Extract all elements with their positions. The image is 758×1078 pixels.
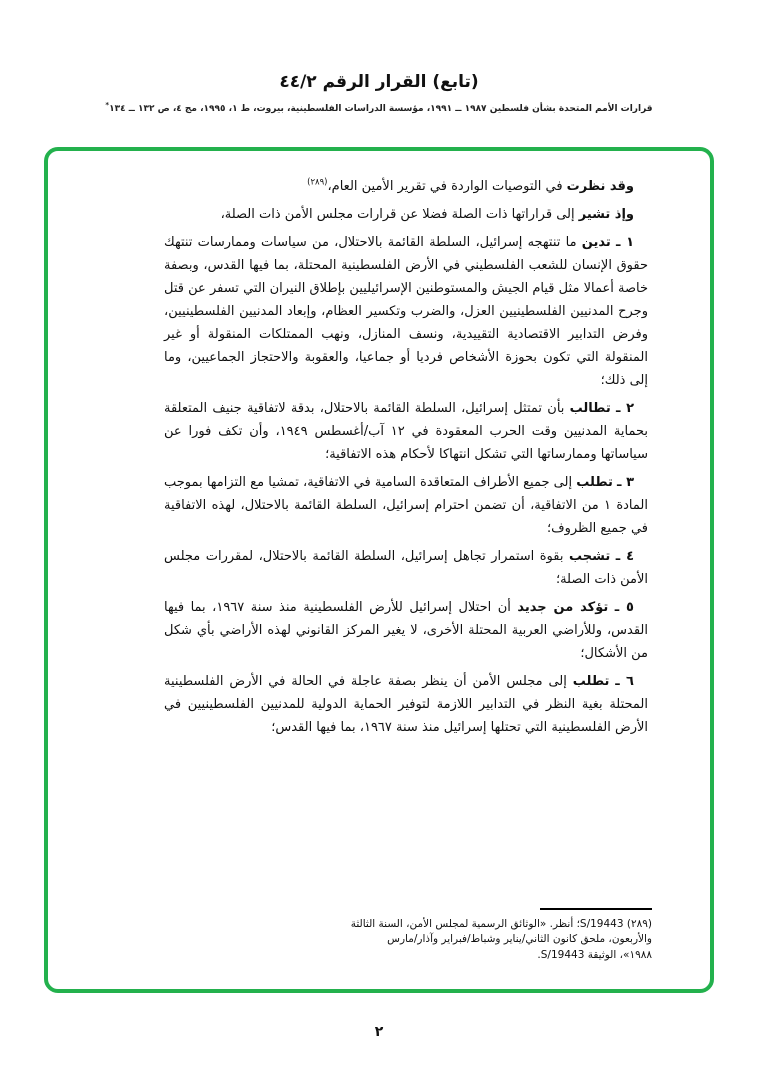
paragraph-lead: وإذ تشير (578, 207, 634, 222)
paragraph-lead: تطلب (576, 475, 613, 490)
body-paragraph (164, 596, 648, 665)
body-paragraph (164, 231, 648, 392)
footnote-ref: (٢٨٩) (307, 177, 328, 188)
paragraph-number: ٢ ـ (615, 401, 634, 416)
footnote-separator (540, 908, 652, 910)
paragraph-number: ٥ ـ (614, 600, 634, 615)
paragraph-text: إلى قراراتها ذات الصلة فضلا عن قرارات مجلس الأمن ذات الصلة، (220, 207, 575, 222)
footnote-block (300, 908, 652, 964)
paragraph-lead: تطلب (572, 674, 610, 689)
paragraph-number: ٤ ـ (615, 549, 634, 564)
resolution-title: (تابع) القرار الرقم ٤٤/٢ (279, 72, 479, 92)
paragraph-number: ١ ـ (616, 235, 634, 250)
body-paragraph (164, 471, 648, 540)
paragraph-number: ٣ ـ (617, 475, 634, 490)
paragraph-text: أن احتلال إسرائيل للأرض الفلسطينية منذ سنة ١٩٦٧، بما فيها القدس، وللأراضي العربية المحتلة الأخرى، لا يغير المركز القانوني لهذه الأراضي بأي شكل من الأشكال؛ (164, 600, 648, 661)
paragraph-lead: تطالب (569, 401, 611, 416)
paragraph-text: إلى جميع الأطراف المتعاقدة السامية في الاتفاقية، تمشيا مع التزامها بموجب المادة ١ من الاتفاقية، أن تضمن احترام إسرائيل، السلطة القائمة بالاحتلال، لهذه الاتفاقية في جميع الظروف؛ (164, 475, 648, 536)
footnote-line: (٢٨٩) S/19443؛ أنظر. «الوثائق الرسمية لمجلس الأمن، السنة الثالثة (350, 917, 652, 930)
source-citation-text: قرارات الأمم المتحدة بشأن فلسطين ١٩٨٧ ــ ١٩٩١، مؤسسة الدراسات الفلسطينية، بيروت، ط ١، ١٩٩٥، مج ٤، ص ١٣٢ ــ ١٣٤ (109, 104, 653, 114)
resolution-text-column (164, 175, 648, 744)
paragraph-number: ٦ ـ (615, 674, 634, 689)
body-paragraph (164, 545, 648, 591)
page-number: ٢ (374, 1024, 384, 1040)
page-header (0, 72, 758, 114)
paragraph-lead: تؤكد من جديد (517, 600, 609, 615)
paragraph-lead: تشجب (568, 549, 611, 564)
body-paragraph (164, 203, 648, 226)
paragraph-lead: تدين (581, 235, 611, 250)
paragraph-text: بقوة استمرار تجاهل إسرائيل، السلطة القائمة بالاحتلال، لمقررات مجلس الأمن ذات الصلة؛ (164, 549, 648, 587)
paragraph-text: بأن تمتثل إسرائيل، السلطة القائمة بالاحتلال، بدقة لاتفاقية جنيف المتعلقة بحماية المدنيين وقت الحرب المعقودة في ١٢ آب/أغسطس ١٩٤٩، وأن تكف فورا عن سياساتها وممارساتها التي تشكل انتهاكا لأحكام هذه الاتفاقية؛ (164, 401, 648, 462)
footnote-line: ١٩٨٨»، الوثيقة S/19443. (537, 948, 652, 961)
source-citation (0, 101, 758, 114)
body-paragraph (164, 175, 648, 198)
paragraph-text: في التوصيات الواردة في تقرير الأمين العام، (327, 179, 563, 194)
paragraph-text: إلى مجلس الأمن أن ينظر بصفة عاجلة في الحالة في الأرض الفلسطينية المحتلة بغية النظر في التدابير اللازمة لتوفير الحماية الدولية للمدنيين الفلسطينيين في الأرض الفلسطينية التي تحتلها إسرائيل منذ سنة ١٩٦٧، بما فيها القدس؛ (164, 674, 648, 735)
body-paragraph (164, 397, 648, 466)
source-citation-mark: * (105, 101, 110, 109)
paragraph-lead: وقد نظرت (566, 179, 634, 194)
paragraph-text: ما تنتهجه إسرائيل، السلطة القائمة بالاحتلال، من سياسات وممارسات تنتهك حقوق الإنسان للشعب الفلسطيني في الأرض الفلسطينية المحتلة، بما فيها القدس، وبصفة خاصة أعمالا مثل قيام الجيش والمستوطنين الإسرائيليين بإطلاق النيران التي تسفر عن قتل وجرح المدنيين الفلسطينيين العزل، والضرب وتكسير العظام، وإبعاد المدنيين الفلسطينيين، وفرض التدابير الاقتصادية التقييدية، ونسف المنازل، ونهب الممتلكات المنقولة أو غير المنقولة التي تكون بحوزة الأشخاص فرديا أو جماعيا، والعقوبة والاحتجاز الجماعيين، وما إلى ذلك؛ (164, 235, 648, 388)
body-paragraph (164, 670, 648, 739)
green-border-box (44, 147, 714, 993)
footnote-line: والأربعون، ملحق كانون الثاني/يناير وشباط/فبراير وآذار/مارس (387, 933, 652, 945)
